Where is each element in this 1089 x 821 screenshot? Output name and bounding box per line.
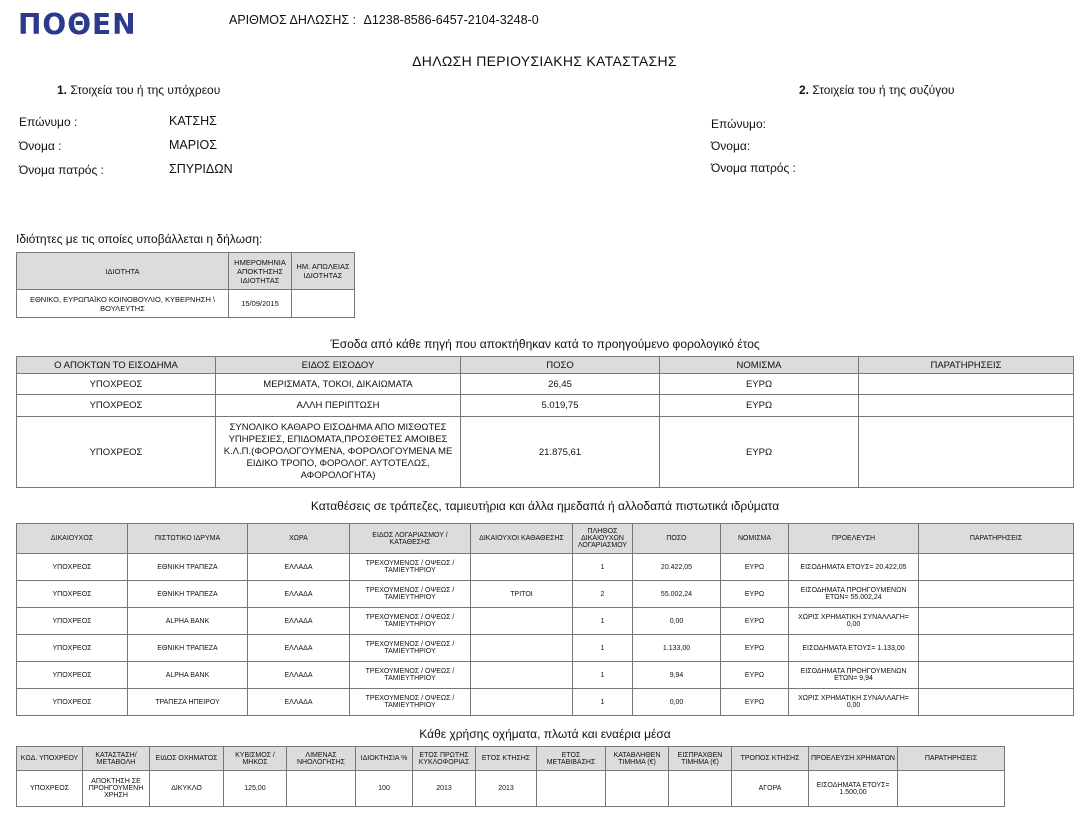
table-cell: ALPHA BANK — [128, 608, 248, 635]
header-cell: ΔΙΚΑΙΟΥΧΟΣ — [17, 524, 128, 554]
table-cell: 2013 — [413, 771, 476, 807]
table-cell: ΥΠΟΧΡΕΟΣ — [17, 689, 128, 716]
header-cell: ΕΤΟΣ ΚΤΗΣΗΣ — [476, 747, 537, 771]
table-cell: ΑΠΟΚΤΗΣΗ ΣΕ ΠΡΟΗΓΟΥΜΕΝΗ ΧΡΗΣΗ — [83, 771, 150, 807]
table-cell: 1.133,00 — [633, 635, 721, 662]
header-cell: ΠΡΟΕΛΕΥΣΗ — [789, 524, 919, 554]
table-cell — [471, 608, 573, 635]
header-cell: ΠΟΣΟ — [633, 524, 721, 554]
properties-caption: Ιδιότητες με τις οποίες υποβάλλεται η δήλωση: — [16, 232, 263, 246]
table-cell: ΤΡΕΧΟΥΜΕΝΟΣ / ΟΨΕΩΣ / ΤΑΜΙΕΥΤΗΡΙΟΥ — [350, 635, 471, 662]
table-cell: ΥΠΟΧΡΕΟΣ — [17, 395, 216, 417]
table-cell — [898, 771, 1005, 807]
spouse-father-label: Όνομα πατρός : — [711, 161, 796, 175]
header-cell: ΠΑΡΑΤΗΡΗΣΕΙΣ — [859, 357, 1074, 374]
deposits-table — [16, 523, 1074, 716]
table-cell: 5.019,75 — [461, 395, 660, 417]
header-cell: ΠΙΣΤΩΤΙΚΟ ΙΔΡΥΜΑ — [128, 524, 248, 554]
header-cell: ΧΩΡΑ — [248, 524, 350, 554]
table-cell: ΕΥΡΩ — [660, 374, 859, 395]
declaration-number-value: Δ1238-8586-6457-2104-3248-0 — [363, 13, 539, 27]
header-cell: ΕΙΔΟΣ ΕΙΣΟΔΟΥ — [216, 357, 461, 374]
table-cell: 15/09/2015 — [229, 290, 292, 318]
spouse-heading-number: 2. — [799, 83, 810, 97]
table-cell: ΕΙΣΟΔΗΜΑΤΑ ΕΤΟΥΣ= 1.500,00 — [809, 771, 898, 807]
header-cell: ΗΜ. ΑΠΩΛΕΙΑΣ ΙΔΙΟΤΗΤΑΣ — [292, 253, 355, 290]
table-cell: 1 — [573, 689, 633, 716]
table-row — [17, 635, 1074, 662]
table-cell — [919, 581, 1074, 608]
table-cell — [919, 689, 1074, 716]
debtor-heading-number: 1. — [57, 83, 68, 97]
page-title: ΔΗΛΩΣΗ ΠΕΡΙΟΥΣΙΑΚΗΣ ΚΑΤΑΣΤΑΣΗΣ — [412, 53, 677, 69]
table-cell: ΕΛΛΑΔΑ — [248, 608, 350, 635]
table-cell: ΕΘΝΙΚΗ ΤΡΑΠΕΖΑ — [128, 554, 248, 581]
income-caption: Έσοδα από κάθε πηγή που αποκτήθηκαν κατά το προηγούμενο φορολογικό έτος — [330, 337, 760, 351]
table-cell: ΕΥΡΩ — [721, 608, 789, 635]
table-cell: ΕΛΛΑΔΑ — [248, 581, 350, 608]
table-cell: ΤΡΕΧΟΥΜΕΝΟΣ / ΟΨΕΩΣ / ΤΑΜΙΕΥΤΗΡΙΟΥ — [350, 581, 471, 608]
table-cell — [669, 771, 732, 807]
table-cell: 1 — [573, 608, 633, 635]
debtor-surname-label: Επώνυμο : — [19, 115, 78, 129]
table-cell — [919, 608, 1074, 635]
declaration-number-label: ΑΡΙΘΜΟΣ ΔΗΛΩΣΗΣ : — [229, 13, 357, 27]
header-cell: ΝΟΜΙΣΜΑ — [660, 357, 859, 374]
table-cell: ΕΘΝΙΚΗ ΤΡΑΠΕΖΑ — [128, 581, 248, 608]
header-cell: ΗΜΕΡΟΜΗΝΙΑ ΑΠΟΚΤΗΣΗΣ ΙΔΙΟΤΗΤΑΣ — [229, 253, 292, 290]
table-cell: ΤΡΙΤΟΙ — [471, 581, 573, 608]
table-cell: ΥΠΟΧΡΕΟΣ — [17, 635, 128, 662]
debtor-name: ΜΑΡΙΟΣ — [169, 138, 218, 152]
table-cell: ΕΘΝΙΚΗ ΤΡΑΠΕΖΑ — [128, 635, 248, 662]
table-cell: 100 — [356, 771, 413, 807]
table-cell: ΧΩΡΙΣ ΧΡΗΜΑΤΙΚΗ ΣΥΝΑΛΛΑΓΗ= 0,00 — [789, 608, 919, 635]
table-row — [17, 290, 355, 318]
table-cell: ΕΥΡΩ — [660, 395, 859, 417]
table-row — [17, 581, 1074, 608]
table-cell: ΤΡΕΧΟΥΜΕΝΟΣ / ΟΨΕΩΣ / ΤΑΜΙΕΥΤΗΡΙΟΥ — [350, 608, 471, 635]
vehicles-table — [16, 746, 1005, 807]
table-row — [17, 662, 1074, 689]
header-cell: ΕΙΣΠΡΑΧΘΕΝ ΤΙΜΗΜΑ (€) — [669, 747, 732, 771]
logo: ΠΟΘΕΝ — [18, 8, 137, 41]
table-cell — [287, 771, 356, 807]
header-cell: Ο ΑΠΟΚΤΩΝ ΤΟ ΕΙΣΟΔΗΜΑ — [17, 357, 216, 374]
properties-table — [16, 252, 355, 318]
table-cell: ΤΡΕΧΟΥΜΕΝΟΣ / ΟΨΕΩΣ / ΤΑΜΙΕΥΤΗΡΙΟΥ — [350, 689, 471, 716]
header-cell: ΠΟΣΟ — [461, 357, 660, 374]
table-cell: ΧΩΡΙΣ ΧΡΗΜΑΤΙΚΗ ΣΥΝΑΛΛΑΓΗ= 0,00 — [789, 689, 919, 716]
table-row — [17, 417, 1074, 488]
table-cell: ΥΠΟΧΡΕΟΣ — [17, 608, 128, 635]
vehicles-caption: Κάθε χρήσης οχήματα, πλωτά και εναέρια μέσα — [419, 727, 671, 741]
header-cell: ΕΙΔΟΣ ΟΧΗΜΑΤΟΣ — [150, 747, 224, 771]
table-cell: ΕΛΛΑΔΑ — [248, 635, 350, 662]
table-cell: 20.422,05 — [633, 554, 721, 581]
header-cell: ΕΙΔΟΣ ΛΟΓΑΡΙΑΣΜΟΥ / ΚΑΤΑΘΕΣΗΣ — [350, 524, 471, 554]
table-cell: ΕΙΣΟΔΗΜΑΤΑ ΕΤΟΥΣ= 20.422,05 — [789, 554, 919, 581]
table-cell — [292, 290, 355, 318]
table-cell: ΔΙΚΥΚΛΟ — [150, 771, 224, 807]
table-cell: ΜΕΡΙΣΜΑΤΑ, ΤΟΚΟΙ, ΔΙΚΑΙΩΜΑΤΑ — [216, 374, 461, 395]
header-cell: ΚΑΤΑΣΤΑΣΗ/ ΜΕΤΑΒΟΛΗ — [83, 747, 150, 771]
table-cell: ΕΥΡΩ — [721, 689, 789, 716]
table-cell: ΤΡΕΧΟΥΜΕΝΟΣ / ΟΨΕΩΣ / ΤΑΜΙΕΥΤΗΡΙΟΥ — [350, 662, 471, 689]
table-cell: ΤΡΑΠΕΖΑ ΗΠΕΙΡΟΥ — [128, 689, 248, 716]
table-cell: ΥΠΟΧΡΕΟΣ — [17, 771, 83, 807]
table-cell: 2013 — [476, 771, 537, 807]
header-cell: ΠΛΗΘΟΣ ΔΙΚΑΙΟΥΧΩΝ ΛΟΓΑΡΙΑΣΜΟΥ — [573, 524, 633, 554]
table-cell — [471, 662, 573, 689]
table-cell: ΥΠΟΧΡΕΟΣ — [17, 662, 128, 689]
table-cell — [859, 417, 1074, 488]
table-cell — [471, 554, 573, 581]
debtor-father-label: Όνομα πατρός : — [19, 163, 104, 177]
spouse-heading — [799, 83, 954, 97]
table-cell — [859, 395, 1074, 417]
header-cell: ΚΥΒΙΣΜΟΣ / ΜΗΚΟΣ — [224, 747, 287, 771]
table-cell: ΕΙΣΟΔΗΜΑΤΑ ΠΡΟΗΓΟΥΜΕΝΩΝ ΕΤΩΝ= 55.002,24 — [789, 581, 919, 608]
table-cell — [919, 635, 1074, 662]
table-cell: 9,94 — [633, 662, 721, 689]
table-cell: 0,00 — [633, 608, 721, 635]
table-row — [17, 374, 1074, 395]
vehicles-header-row — [17, 747, 1005, 771]
header-cell: ΙΔΙΟΚΤΗΣΙΑ % — [356, 747, 413, 771]
debtor-surname: ΚΑΤΣΗΣ — [169, 114, 217, 128]
deposits-caption: Καταθέσεις σε τράπεζες, ταμιευτήρια και άλλα ημεδαπά ή αλλοδαπά πιστωτικά ιδρύματα — [310, 499, 780, 513]
table-cell — [537, 771, 606, 807]
table-row — [17, 608, 1074, 635]
table-cell: ΕΙΣΟΔΗΜΑΤΑ ΕΤΟΥΣ= 1.133,00 — [789, 635, 919, 662]
income-header-row — [17, 357, 1074, 374]
header-cell: ΤΡΟΠΟΣ ΚΤΗΣΗΣ — [732, 747, 809, 771]
table-cell: ΣΥΝΟΛΙΚΟ ΚΑΘΑΡΟ ΕΙΣΟΔΗΜΑ ΑΠΟ ΜΙΣΘΩΤΕΣ ΥΠΗΡΕΣΙΕΣ, ΕΠΙΔΟΜΑΤΑ,ΠΡΟΣΘΕΤΕΣ ΑΜΟΙΒΕΣ Κ.Λ.Π.(ΦΟΡΟΛΟΓΟΥΜΕΝΑ, ΦΟΡΟΛΟΓΟΥΜΕΝΑ ΜΕ ΕΙΔΙΚΟ ΤΡΟΠΟ, ΦΟΡΟΛΟΓ. ΑΥΤΟΤΕΛΩΣ, ΑΦΟΡΟΛΟΓΗΤΑ) — [216, 417, 461, 488]
table-row — [17, 771, 1005, 807]
debtor-heading-text: Στοιχεία του ή της υπόχρεου — [70, 83, 221, 97]
table-cell — [471, 635, 573, 662]
table-cell: ΕΛΛΑΔΑ — [248, 662, 350, 689]
table-cell: 26,45 — [461, 374, 660, 395]
table-cell: 55.002,24 — [633, 581, 721, 608]
table-cell: ΕΛΛΑΔΑ — [248, 689, 350, 716]
header-cell: ΝΟΜΙΣΜΑ — [721, 524, 789, 554]
table-cell: ΕΥΡΩ — [721, 635, 789, 662]
table-cell: ΕΥΡΩ — [721, 554, 789, 581]
table-cell: 21.875,61 — [461, 417, 660, 488]
table-cell — [919, 554, 1074, 581]
table-cell: ΕΛΛΑΔΑ — [248, 554, 350, 581]
header-cell: ΚΑΤΑΒΛΗΘΕΝ ΤΙΜΗΜΑ (€) — [606, 747, 669, 771]
income-table — [16, 356, 1074, 488]
table-row — [17, 395, 1074, 417]
table-cell: ΥΠΟΧΡΕΟΣ — [17, 554, 128, 581]
table-cell: ΑΛΛΗ ΠΕΡΙΠΤΩΣΗ — [216, 395, 461, 417]
table-cell: ΕΥΡΩ — [721, 662, 789, 689]
table-cell: ΥΠΟΧΡΕΟΣ — [17, 417, 216, 488]
table-cell: 2 — [573, 581, 633, 608]
table-cell: ΕΘΝΙΚΟ, ΕΥΡΩΠΑΪΚΟ ΚΟΙΝΟΒΟΥΛΙΟ, ΚΥΒΕΡΝΗΣΗ \ ΒΟΥΛΕΥΤΗΣ — [17, 290, 229, 318]
table-cell: 1 — [573, 662, 633, 689]
table-cell: 1 — [573, 635, 633, 662]
header-cell: ΛΙΜΕΝΑΣ ΝΗΟΛΟΓΗΣΗΣ — [287, 747, 356, 771]
spouse-heading-text: Στοιχεία του ή της συζύγου — [812, 83, 955, 97]
table-cell: ALPHA BANK — [128, 662, 248, 689]
table-cell: 0,00 — [633, 689, 721, 716]
table-cell: 125,00 — [224, 771, 287, 807]
deposits-header-row — [17, 524, 1074, 554]
header-cell: ΕΤΟΣ ΠΡΩΤΗΣ ΚΥΚΛΟΦΟΡΙΑΣ — [413, 747, 476, 771]
declaration-number — [229, 13, 539, 27]
table-cell: ΕΥΡΩ — [721, 581, 789, 608]
table-cell: ΕΥΡΩ — [660, 417, 859, 488]
table-cell: ΕΙΣΟΔΗΜΑΤΑ ΠΡΟΗΓΟΥΜΕΝΩΝ ΕΤΩΝ= 9,94 — [789, 662, 919, 689]
table-cell — [919, 662, 1074, 689]
table-cell: 1 — [573, 554, 633, 581]
header-cell: ΚΩΔ. ΥΠΟΧΡΕΟΥ — [17, 747, 83, 771]
properties-header-row — [17, 253, 355, 290]
table-cell — [859, 374, 1074, 395]
table-cell — [471, 689, 573, 716]
header-cell: ΔΙΚΑΙΟΥΧΟΙ ΚΑΘΑΘΕΣΗΣ — [471, 524, 573, 554]
spouse-surname-label: Επώνυμο: — [711, 117, 766, 131]
header-cell: ΕΤΟΣ ΜΕΤΑΒΙΒΑΣΗΣ — [537, 747, 606, 771]
table-cell: ΥΠΟΧΡΕΟΣ — [17, 374, 216, 395]
header-cell: ΠΑΡΑΤΗΡΗΣΕΙΣ — [919, 524, 1074, 554]
header-cell: ΠΑΡΑΤΗΡΗΣΕΙΣ — [898, 747, 1005, 771]
table-cell: ΥΠΟΧΡΕΟΣ — [17, 581, 128, 608]
debtor-father: ΣΠΥΡΙΔΩΝ — [169, 162, 233, 176]
table-row — [17, 554, 1074, 581]
table-cell: ΤΡΕΧΟΥΜΕΝΟΣ / ΟΨΕΩΣ / ΤΑΜΙΕΥΤΗΡΙΟΥ — [350, 554, 471, 581]
spouse-name-label: Όνομα: — [711, 139, 751, 153]
debtor-name-label: Όνομα : — [19, 139, 62, 153]
table-cell — [606, 771, 669, 807]
table-cell: ΑΓΟΡΑ — [732, 771, 809, 807]
debtor-heading — [57, 83, 220, 97]
header-cell: ΙΔΙΟΤΗΤΑ — [17, 253, 229, 290]
header-cell: ΠΡΟΕΛΕΥΣΗ ΧΡΗΜΑΤΩΝ — [809, 747, 898, 771]
table-row — [17, 689, 1074, 716]
